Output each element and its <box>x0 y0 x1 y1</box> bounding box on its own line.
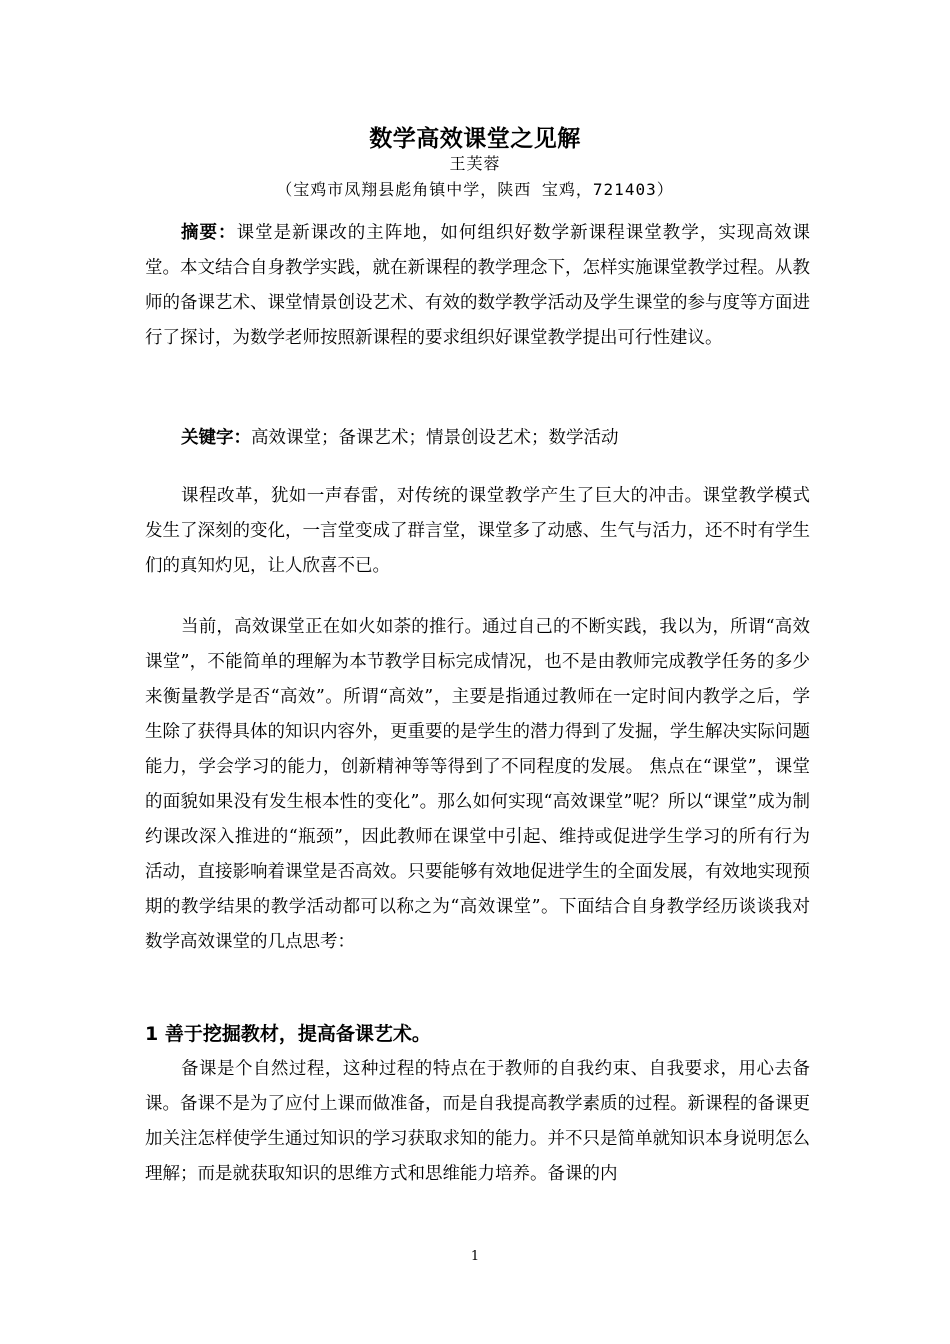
author-name: 王芙蓉 <box>449 154 501 173</box>
abstract-text: 课堂是新课改的主阵地，如何组织好数学新课程课堂教学，实现高效课堂。本文结合自身教学实践，就在新课程的教学理念下，怎样实施课堂教学过程。从教师的备课艺术、课堂情景创设艺术、有效的数学教学活动及学生课堂的参与度等方面进行了探讨，为数学老师按照新课程的要求组织好课堂教学提出可行性建议。 <box>145 223 811 348</box>
document-title: 数学高效课堂之见解 <box>369 126 581 152</box>
author-affiliation: （宝鸡市凤翔县彪角镇中学，陕西 宝鸡，721403） <box>276 180 674 199</box>
page-number: 1 <box>470 1249 480 1264</box>
section1-paragraph: 备课是个自然过程，这种过程的特点在于教师的自我约束、自我要求，用心去备课。备课不是为了应付上课而做准备，而是自我提高教学素质的过程。新课程的备课更加关注怎样使学生通过知识的学习获取求知的能力。并不只是简单就知识本身说明怎么理解；而是就获取知识的思维方式和思维能力培养。备课的内 <box>145 1059 810 1184</box>
keywords-paragraph <box>145 421 810 456</box>
keywords-label: 关键字： <box>181 428 251 448</box>
abstract-label: 摘要： <box>181 223 237 243</box>
intro-paragraph: 课程改革，犹如一声春雷，对传统的课堂教学产生了巨大的冲击。课堂教学模式发生了深刻的变化，一言堂变成了群言堂，课堂多了动感、生气与活力，还不时有学生们的真知灼见，让人欣喜不已。 <box>145 486 810 576</box>
abstract-paragraph <box>145 216 810 356</box>
section-heading: 1 善于挖掘教材，提高备课艺术。 <box>145 1023 431 1045</box>
body-paragraph: 当前，高效课堂正在如火如荼的推行。通过自己的不断实践，我以为，所谓“高效课堂”，不能简单的理解为本节教学目标完成情况，也不是由教师完成教学任务的多少来衡量教学是否“高效”。所谓“高效”，主要是指通过教师在一定时间内教学之后，学生除了获得具体的知识内容外，更重要的是学生的潜力得到了发掘，学生解决实际问题能力，学会学习的能力，创新精神等等得到了不同程度的发展。 焦点在“课堂”，课堂的面貌如果没有发生根本性的变化”。那么如何实现“高效课堂”呢？所以“课堂”成为制约课改深入推进的“瓶颈”，因此教师在课堂中引起、维持或促进学生学习的所有行为活动，直接影响着课堂是否高效。只要能够有效地促进学生的全面发展，有效地实现预期的教学结果的教学活动都可以称之为“高效课堂”。下面结合自身教学经历谈谈我对数学高效课堂的几点思考： <box>145 617 810 952</box>
keywords-text: 高效课堂；备课艺术；情景创设艺术；数学活动 <box>251 428 619 448</box>
